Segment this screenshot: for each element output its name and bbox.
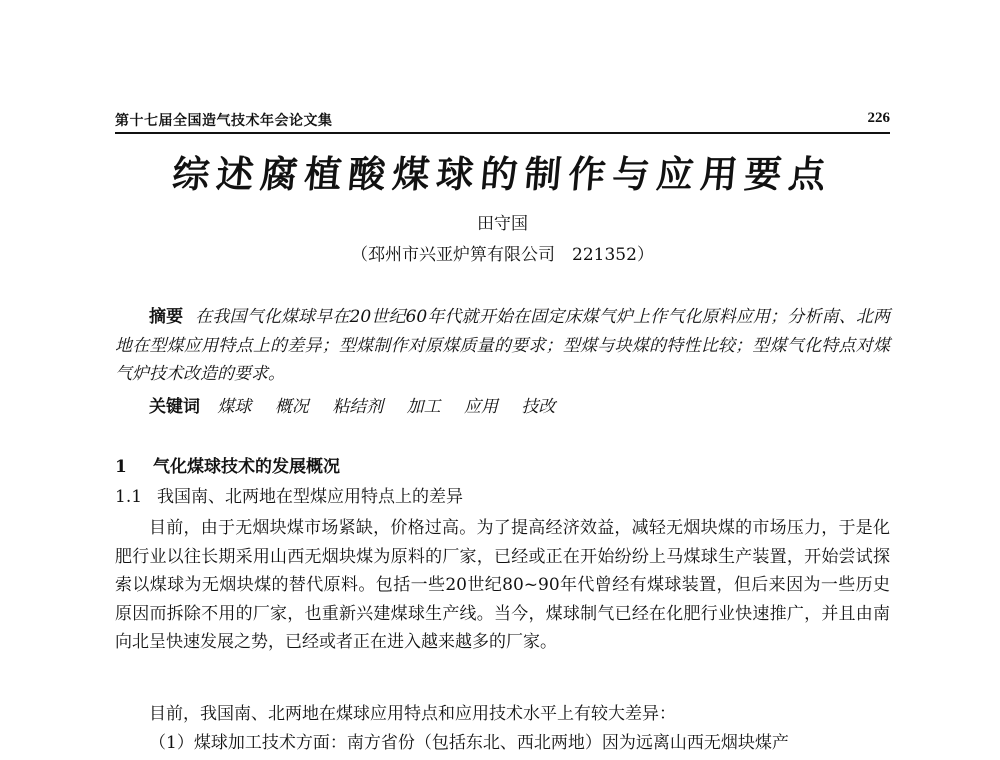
keywords-label: 关键词 — [149, 397, 200, 417]
abstract — [115, 303, 890, 389]
keywords — [115, 393, 892, 422]
section-title: 气化煤球技术的发展概况 — [153, 457, 340, 477]
subsection-heading — [115, 484, 463, 510]
subsection-title: 我国南、北两地在型煤应用特点上的差异 — [157, 487, 463, 507]
keyword: 概况 — [274, 397, 309, 417]
keyword: 应用 — [464, 397, 499, 417]
section-heading — [115, 454, 340, 480]
keyword: 技改 — [521, 397, 556, 417]
keyword: 粘结剂 — [332, 397, 384, 417]
author: 田守国 — [477, 214, 528, 234]
keyword: 煤球 — [217, 397, 252, 417]
body-paragraph: 目前，我国南、北两地在煤球应用特点和应用技术水平上有较大差异： — [149, 704, 676, 724]
abstract-text: 在我国气化煤球早在20世纪60年代就开始在固定床煤气炉上作气化原料应用；分析南、北两地在型煤应用特点上的差异；型煤制作对原煤质量的要求；型煤与块煤的特性比较；型煤气化特点对煤气炉技术改造的要求。 — [115, 307, 890, 384]
keyword: 加工 — [406, 397, 441, 417]
list-item: （1）煤球加工技术方面：南方省份（包括东北、西北两地）因为远离山西无烟块煤产 — [149, 733, 789, 753]
running-header — [115, 108, 890, 134]
body-paragraph: 目前，由于无烟块煤市场紧缺，价格过高。为了提高经济效益，减轻无烟块煤的市场压力，于是化肥行业以往长期采用山西无烟块煤为原料的厂家，已经或正在开始纷纷上马煤球生产装置，开始尝试探索以煤球为无烟块煤的替代原料。包括一些20世纪80~90年代曾经有煤球装置，但后来因为一些历史原因而拆除不用的厂家，也重新兴建煤球生产线。当今，煤球制气已经在化肥行业快速推广，并且由南向北呈快速发展之势，已经或者正在进入越来越多的厂家。 — [115, 518, 890, 652]
abstract-label: 摘要 — [149, 307, 184, 327]
proceedings-title: 第十七届全国造气技术年会论文集 — [115, 113, 333, 129]
affiliation: （邳州市兴亚炉箅有限公司 221352） — [351, 245, 654, 265]
page-number: 226 — [867, 110, 890, 126]
paper-title: 综述腐植酸煤球的制作与应用要点 — [170, 152, 835, 196]
section-number: 1 — [115, 457, 127, 477]
subsection-number: 1.1 — [115, 487, 143, 507]
